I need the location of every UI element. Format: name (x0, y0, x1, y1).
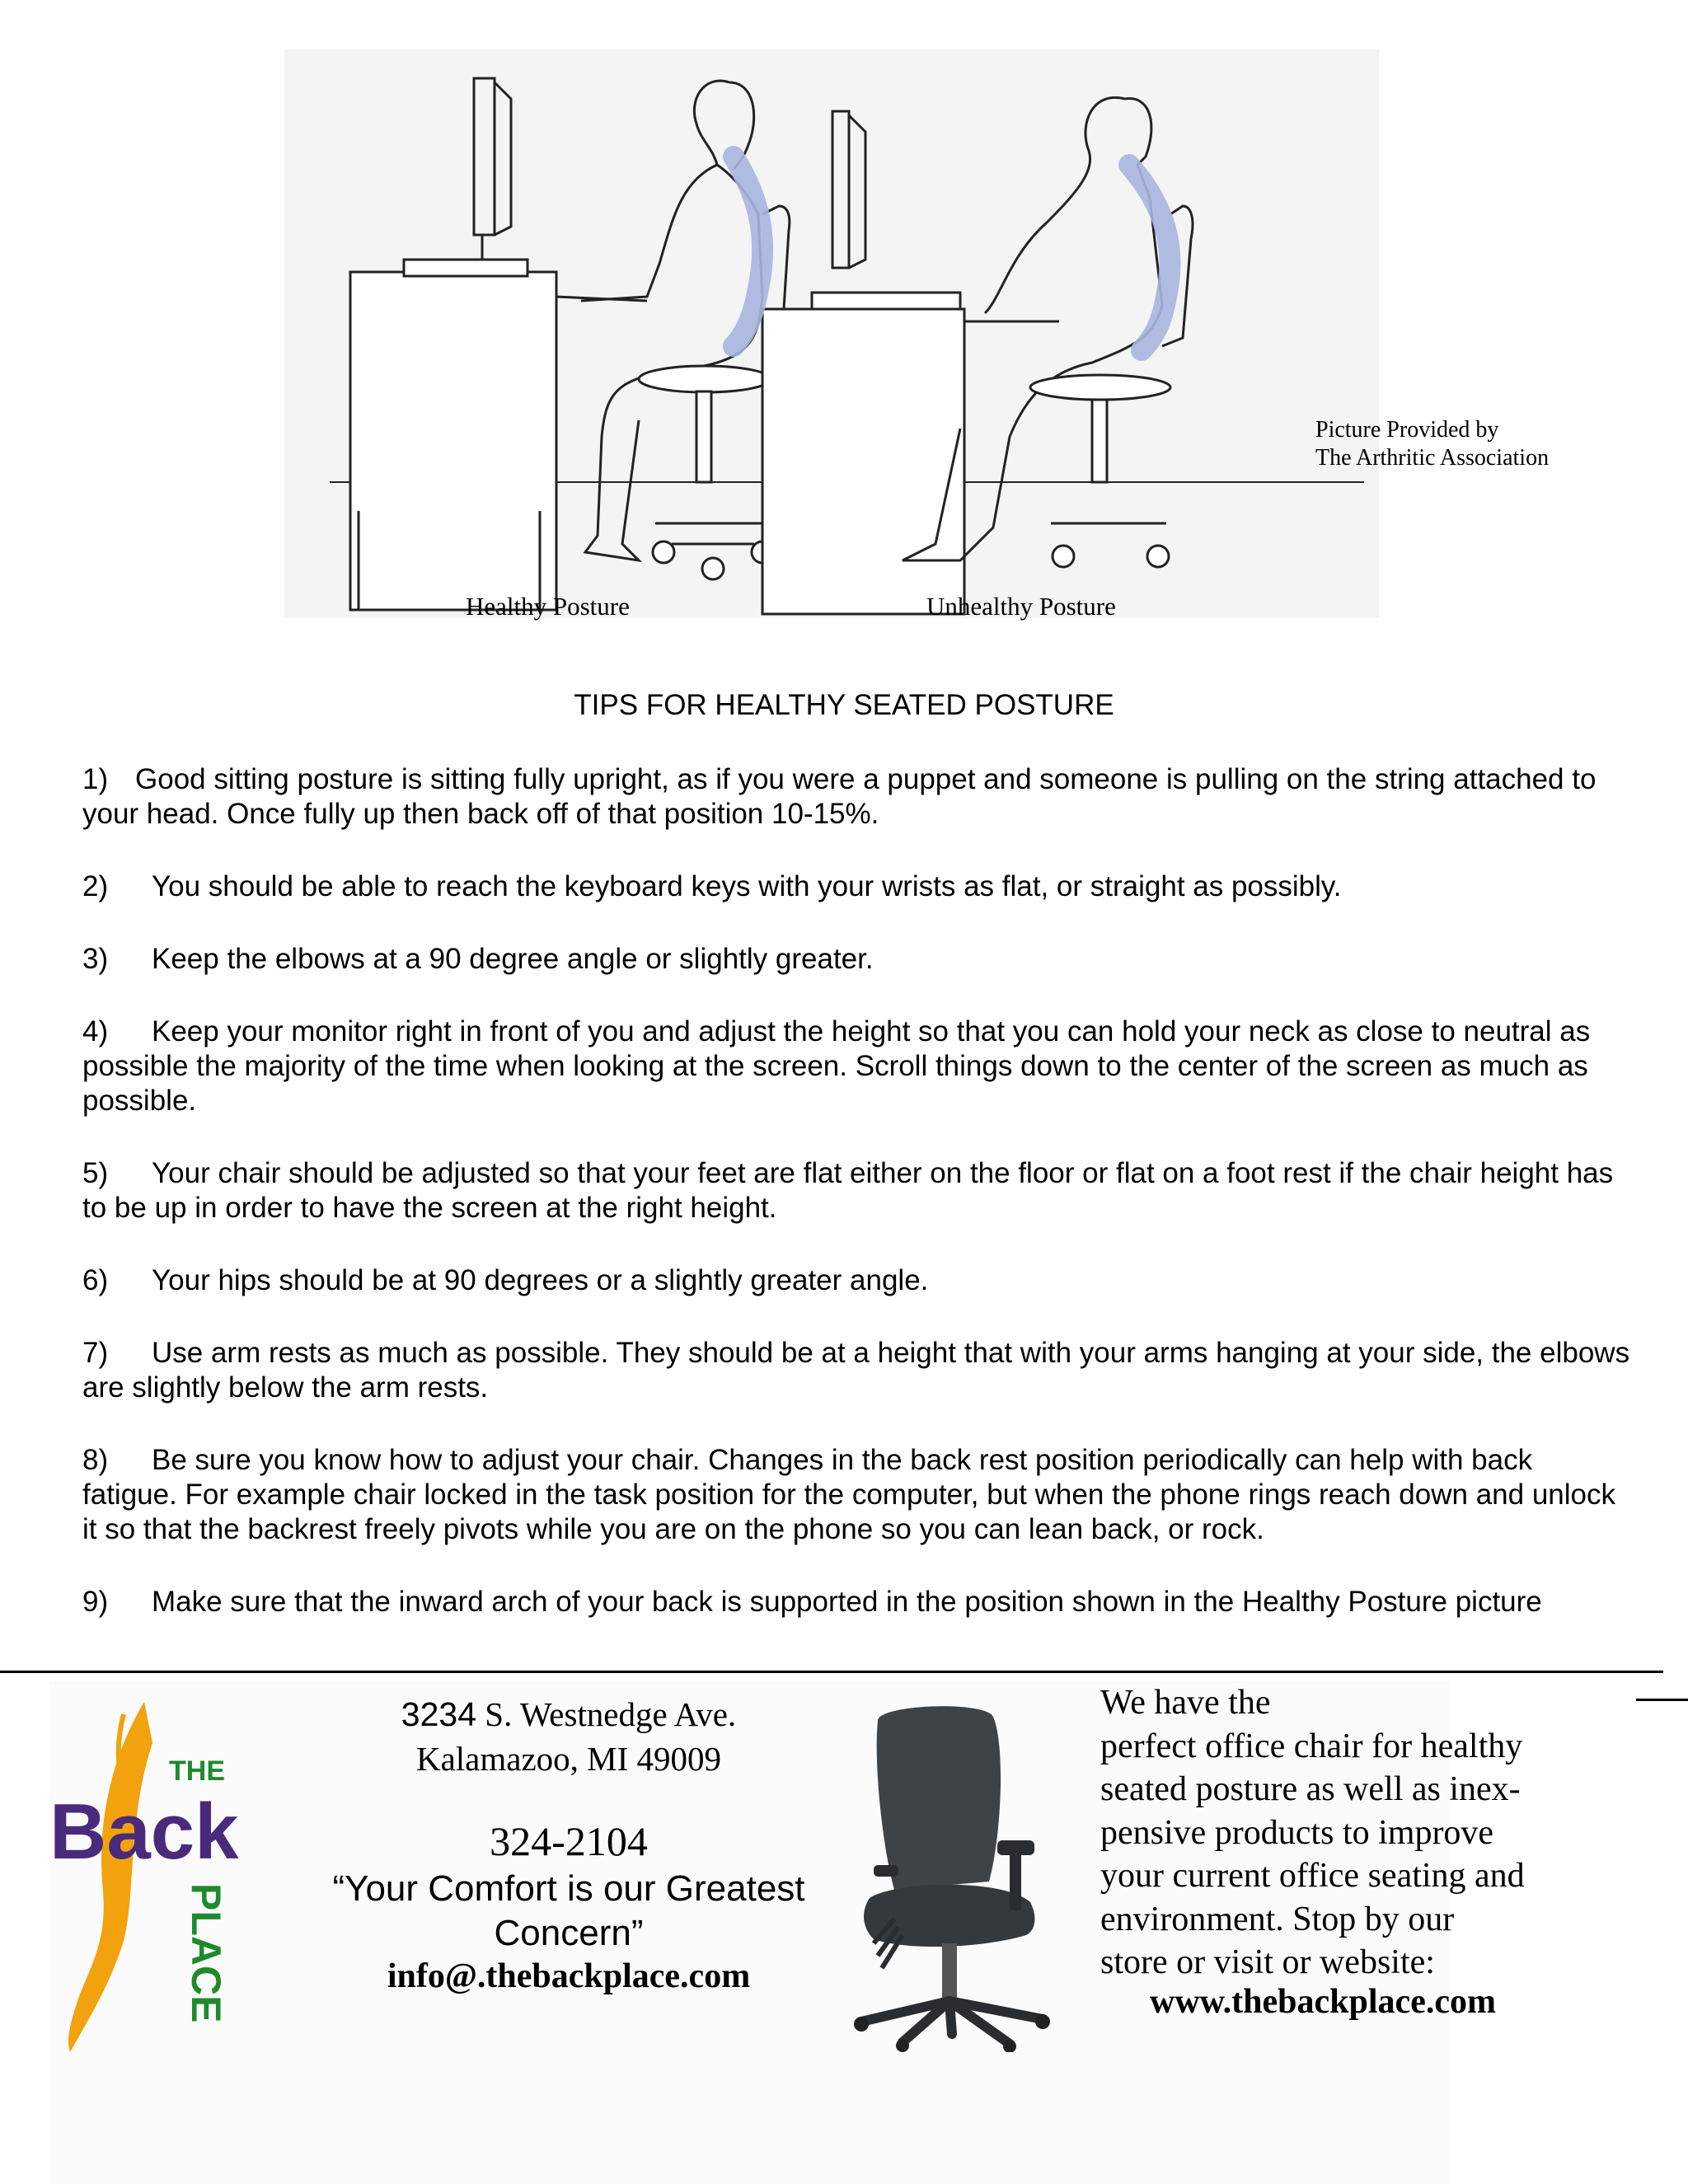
logo-swoosh (68, 1702, 152, 2052)
tip-item (82, 1585, 1632, 1619)
tip-text: Be sure you know how to adjust your chair. Changes in the back rest position periodically can help with back fatigue. For example chair locked in the task position for the computer, but when the phone rings reach down and unlock it so that the backrest freely pivots while you are on the phone so you can lean back, or rock. (82, 1444, 1615, 1545)
promo-line: environment. Stop by our (1100, 1900, 1455, 1938)
promo-line: seated posture as well as inex- (1100, 1770, 1521, 1808)
caption-healthy: Healthy Posture (466, 592, 630, 621)
tip-item (82, 1336, 1632, 1405)
office-chair-image (845, 1696, 1067, 2052)
tip-item (82, 942, 1632, 977)
tip-item (82, 1443, 1632, 1547)
monitor-left (474, 78, 495, 235)
tip-text: Keep the elbows at a 90 degree angle or slightly greater. (152, 943, 874, 975)
email-address[interactable]: info@.thebackplace.com (387, 1957, 751, 1995)
tip-number: 1) (82, 763, 109, 795)
tip-number: 8) (82, 1444, 109, 1476)
spine-unhealthy (1129, 165, 1170, 350)
tip-item (82, 1015, 1632, 1118)
spine-healthy (734, 157, 762, 346)
tip-number: 7) (82, 1337, 109, 1369)
phone-number: 324-2104 (490, 1818, 648, 1864)
picture-credit (1315, 416, 1678, 472)
promo-line: your current office seating and (1100, 1857, 1525, 1895)
tip-text: Good sitting posture is sitting fully upright, as if you were a puppet and someone is pulling on the string attached to your head. Once fully up then back off of that position 10-15%. (82, 763, 1597, 830)
slogan-line: “Your Comfort is our Greatest (332, 1868, 805, 1909)
tip-text: You should be able to reach the keyboard keys with your wrists as flat, or straight as possibly. (152, 870, 1342, 902)
tip-text: Make sure that the inward arch of your back is supported in the position shown in the Healthy Posture picture (152, 1586, 1542, 1618)
tip-number: 6) (82, 1264, 109, 1296)
slogan-line: Concern” (494, 1913, 644, 1953)
tip-number: 9) (82, 1586, 109, 1618)
logo-the: THE (169, 1755, 225, 1787)
logo-back: Back (49, 1788, 239, 1876)
tip-text: Your chair should be adjusted so that your feet are flat either on the floor or flat on a foot rest if the chair height has to be up in order to have the screen at the right height. (82, 1157, 1614, 1224)
chair-backrest (877, 1706, 1001, 1890)
back-place-logo (45, 1694, 301, 2056)
tip-number: 5) (82, 1157, 109, 1189)
logo-place: PLACE (183, 1883, 229, 2023)
tip-item (82, 869, 1632, 904)
tip-item (82, 1263, 1632, 1298)
address-street: S. Westnedge Ave. (476, 1695, 737, 1733)
posture-illustration (284, 49, 1379, 618)
tip-text: Your hips should be at 90 degrees or a slightly greater angle. (152, 1264, 929, 1296)
monitor-right (832, 111, 849, 268)
tips-list (82, 762, 1632, 1657)
promo-line: pensive products to improve (1100, 1813, 1494, 1852)
address-street-line (330, 1692, 808, 1736)
address-city: Kalamazoo, MI 49009 (415, 1740, 722, 1778)
tip-number: 4) (82, 1015, 109, 1047)
tip-text: Keep your monitor right in front of you and adjust the height so that you can hold your neck as close to neutral as possible the majority of the time when looking at the screen. Scroll things down to the center of the screen as much as possible. (82, 1015, 1591, 1117)
website-link[interactable]: www.thebackplace.com (1150, 1983, 1496, 2021)
tips-title: TIPS FOR HEALTHY SEATED POSTURE (574, 689, 1114, 721)
tip-number: 3) (82, 943, 109, 975)
promo-text (1100, 1681, 1677, 1985)
tip-item (82, 1156, 1632, 1226)
address-number: 3234 (401, 1695, 477, 1733)
promo-line: perfect office chair for healthy (1100, 1727, 1523, 1765)
logo-mark (45, 1694, 301, 2056)
promo-line: We have the (1100, 1684, 1271, 1722)
posture-drawing (284, 49, 1379, 618)
divider-rule (0, 1671, 1663, 1673)
store-address (330, 1692, 808, 1781)
caption-unhealthy: Unhealthy Posture (926, 592, 1116, 621)
slogan (313, 1867, 824, 1956)
tip-text: Use arm rests as much as possible. They should be at a height that with your arms hanging at your side, the elbows are slightly below the arm rests. (82, 1337, 1630, 1404)
tip-number: 2) (82, 870, 109, 902)
tip-item (82, 762, 1632, 832)
promo-line: store or visit or website: (1100, 1943, 1435, 1981)
credit-line: Picture Provided by (1315, 417, 1499, 443)
chair-drawing (845, 1696, 1067, 2052)
credit-line: The Arthritic Association (1315, 445, 1550, 471)
